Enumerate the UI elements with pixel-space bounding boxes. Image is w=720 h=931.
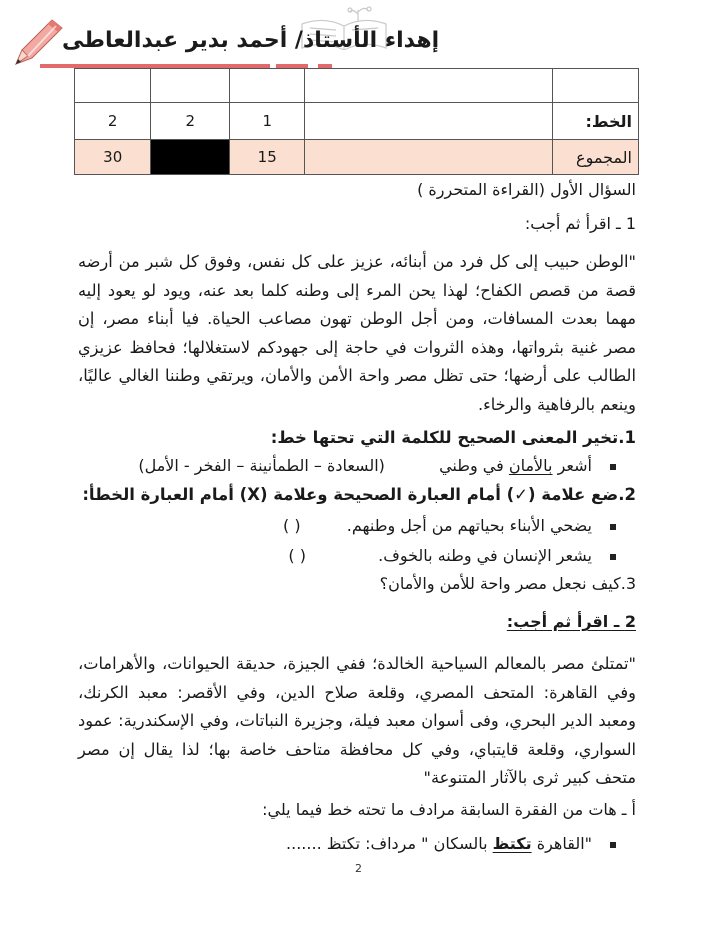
bullet-icon <box>610 524 616 530</box>
bullet-icon <box>610 842 616 848</box>
true-false-item <box>288 546 616 566</box>
table-cell: 1 <box>230 103 305 140</box>
table-cell <box>151 69 230 103</box>
synonym-item <box>286 834 616 854</box>
underlined-word: تكتظ <box>492 834 532 853</box>
table-cell-label: الخط: <box>553 103 639 140</box>
reading-passage-1: "الوطن حبيب إلى كل فرد من أبنائه، عزيز على كل نفس، وفوق كل شبر من أرضه قصة من قصص الكفاح؛ لهذا يحن المرء إلى وطنه كلما بعد عنه، ويود لو يعود إليه مهما بعدت المسافات، ومن أجل الوطن تهون مصاعب الحياة. فيا أبناء مصر، إن مصر غنية بثرواتها، وهذه الثروات في حاجة إلى جهودكم لاستغلالها؛ فحافظ عزيزي الطالب على أرضها؛ حتى تظل مصر واحة الأمن والأمان، ويرتقي وطننا الغالي عاليًا، وينعم بالرفاهية والرخاء. <box>78 252 636 414</box>
sub-question-heading: أ ـ هات من الفقرة السابقة مرادف ما تحته خط فيما يلي: <box>262 800 636 819</box>
bullet-icon <box>610 464 616 470</box>
question-1-heading: 1.تخير المعنى الصحيح للكلمة التي تحتها خط: <box>270 428 636 447</box>
statement-text: يضحي الأبناء بحياتهم من أجل وطنهم. <box>346 516 592 535</box>
table-row <box>75 103 639 140</box>
item-text: بالسكان " مرداف: تكتظ ....... <box>286 834 493 853</box>
underlined-word: بالأمان <box>508 456 553 475</box>
page-number: 2 <box>355 862 362 875</box>
table-cell: 15 <box>230 140 305 175</box>
table-cell-blacked-out <box>151 140 230 175</box>
table-cell <box>230 69 305 103</box>
reading-passage-2: "تمتلئ مصر بالمعالم السياحية الخالدة؛ ففي الجيزة، حديقة الحيوانات، والأهرامات، وفي القاهرة: المتحف المصري، وقلعة صلاح الدين، وفي الأقصر: معبد الكرنك، ومعبد الدير البحري، وفى أسوان معبد فيلة، وجزيرة النباتات، وفي الإسكندرية: عمود السواري، وقلعة قايتباي، وفي كل محافظة متاحف خاصة بها؛ لذا يقال إن مصر متحف كبير ثرى بالآثار المتنوعة" <box>78 654 636 787</box>
table-cell-label: المجموع <box>553 140 639 175</box>
table-cell <box>75 69 151 103</box>
table-row-total <box>75 140 639 175</box>
question-2-heading: 2.ضع علامة (✓) أمام العبارة الصحيحة وعلامة (X) أمام العبارة الخطأ: <box>82 485 636 504</box>
table-row <box>75 69 639 103</box>
pencil-icon <box>8 16 66 68</box>
true-false-item <box>283 516 616 536</box>
header <box>0 0 720 68</box>
table-cell <box>305 103 553 140</box>
question-1-item <box>96 456 616 476</box>
answer-box[interactable]: ( ) <box>288 546 306 565</box>
statement-text: يشعر الإنسان في وطنه بالخوف. <box>378 546 592 565</box>
part1-heading: 1 ـ اقرأ ثم أجب: <box>524 214 636 233</box>
bullet-icon <box>610 554 616 560</box>
section-title: السؤال الأول (القراءة المتحررة ) <box>417 180 636 199</box>
answer-box[interactable]: ( ) <box>283 516 301 535</box>
header-dedication: إهداء الأستاذ/ أحمد بدير عبدالعاطى <box>62 28 440 53</box>
question-3: 3.كيف نجعل مصر واحة للأمن والأمان؟ <box>379 574 636 593</box>
table-cell: 2 <box>75 103 151 140</box>
table-cell: 30 <box>75 140 151 175</box>
item-text: أشعر <box>552 456 592 475</box>
item-text: "القاهرة <box>531 834 592 853</box>
item-text: في وطني <box>439 456 509 475</box>
table-cell: 2 <box>151 103 230 140</box>
part2-heading: 2 ـ اقرأ ثم أجب: <box>506 612 636 631</box>
table-cell-label <box>553 69 639 103</box>
score-table <box>74 68 639 175</box>
table-cell <box>305 140 553 175</box>
answer-options: (السعادة – الطمأنينة – الفخر - الأمل) <box>138 456 385 475</box>
table-cell <box>305 69 553 103</box>
